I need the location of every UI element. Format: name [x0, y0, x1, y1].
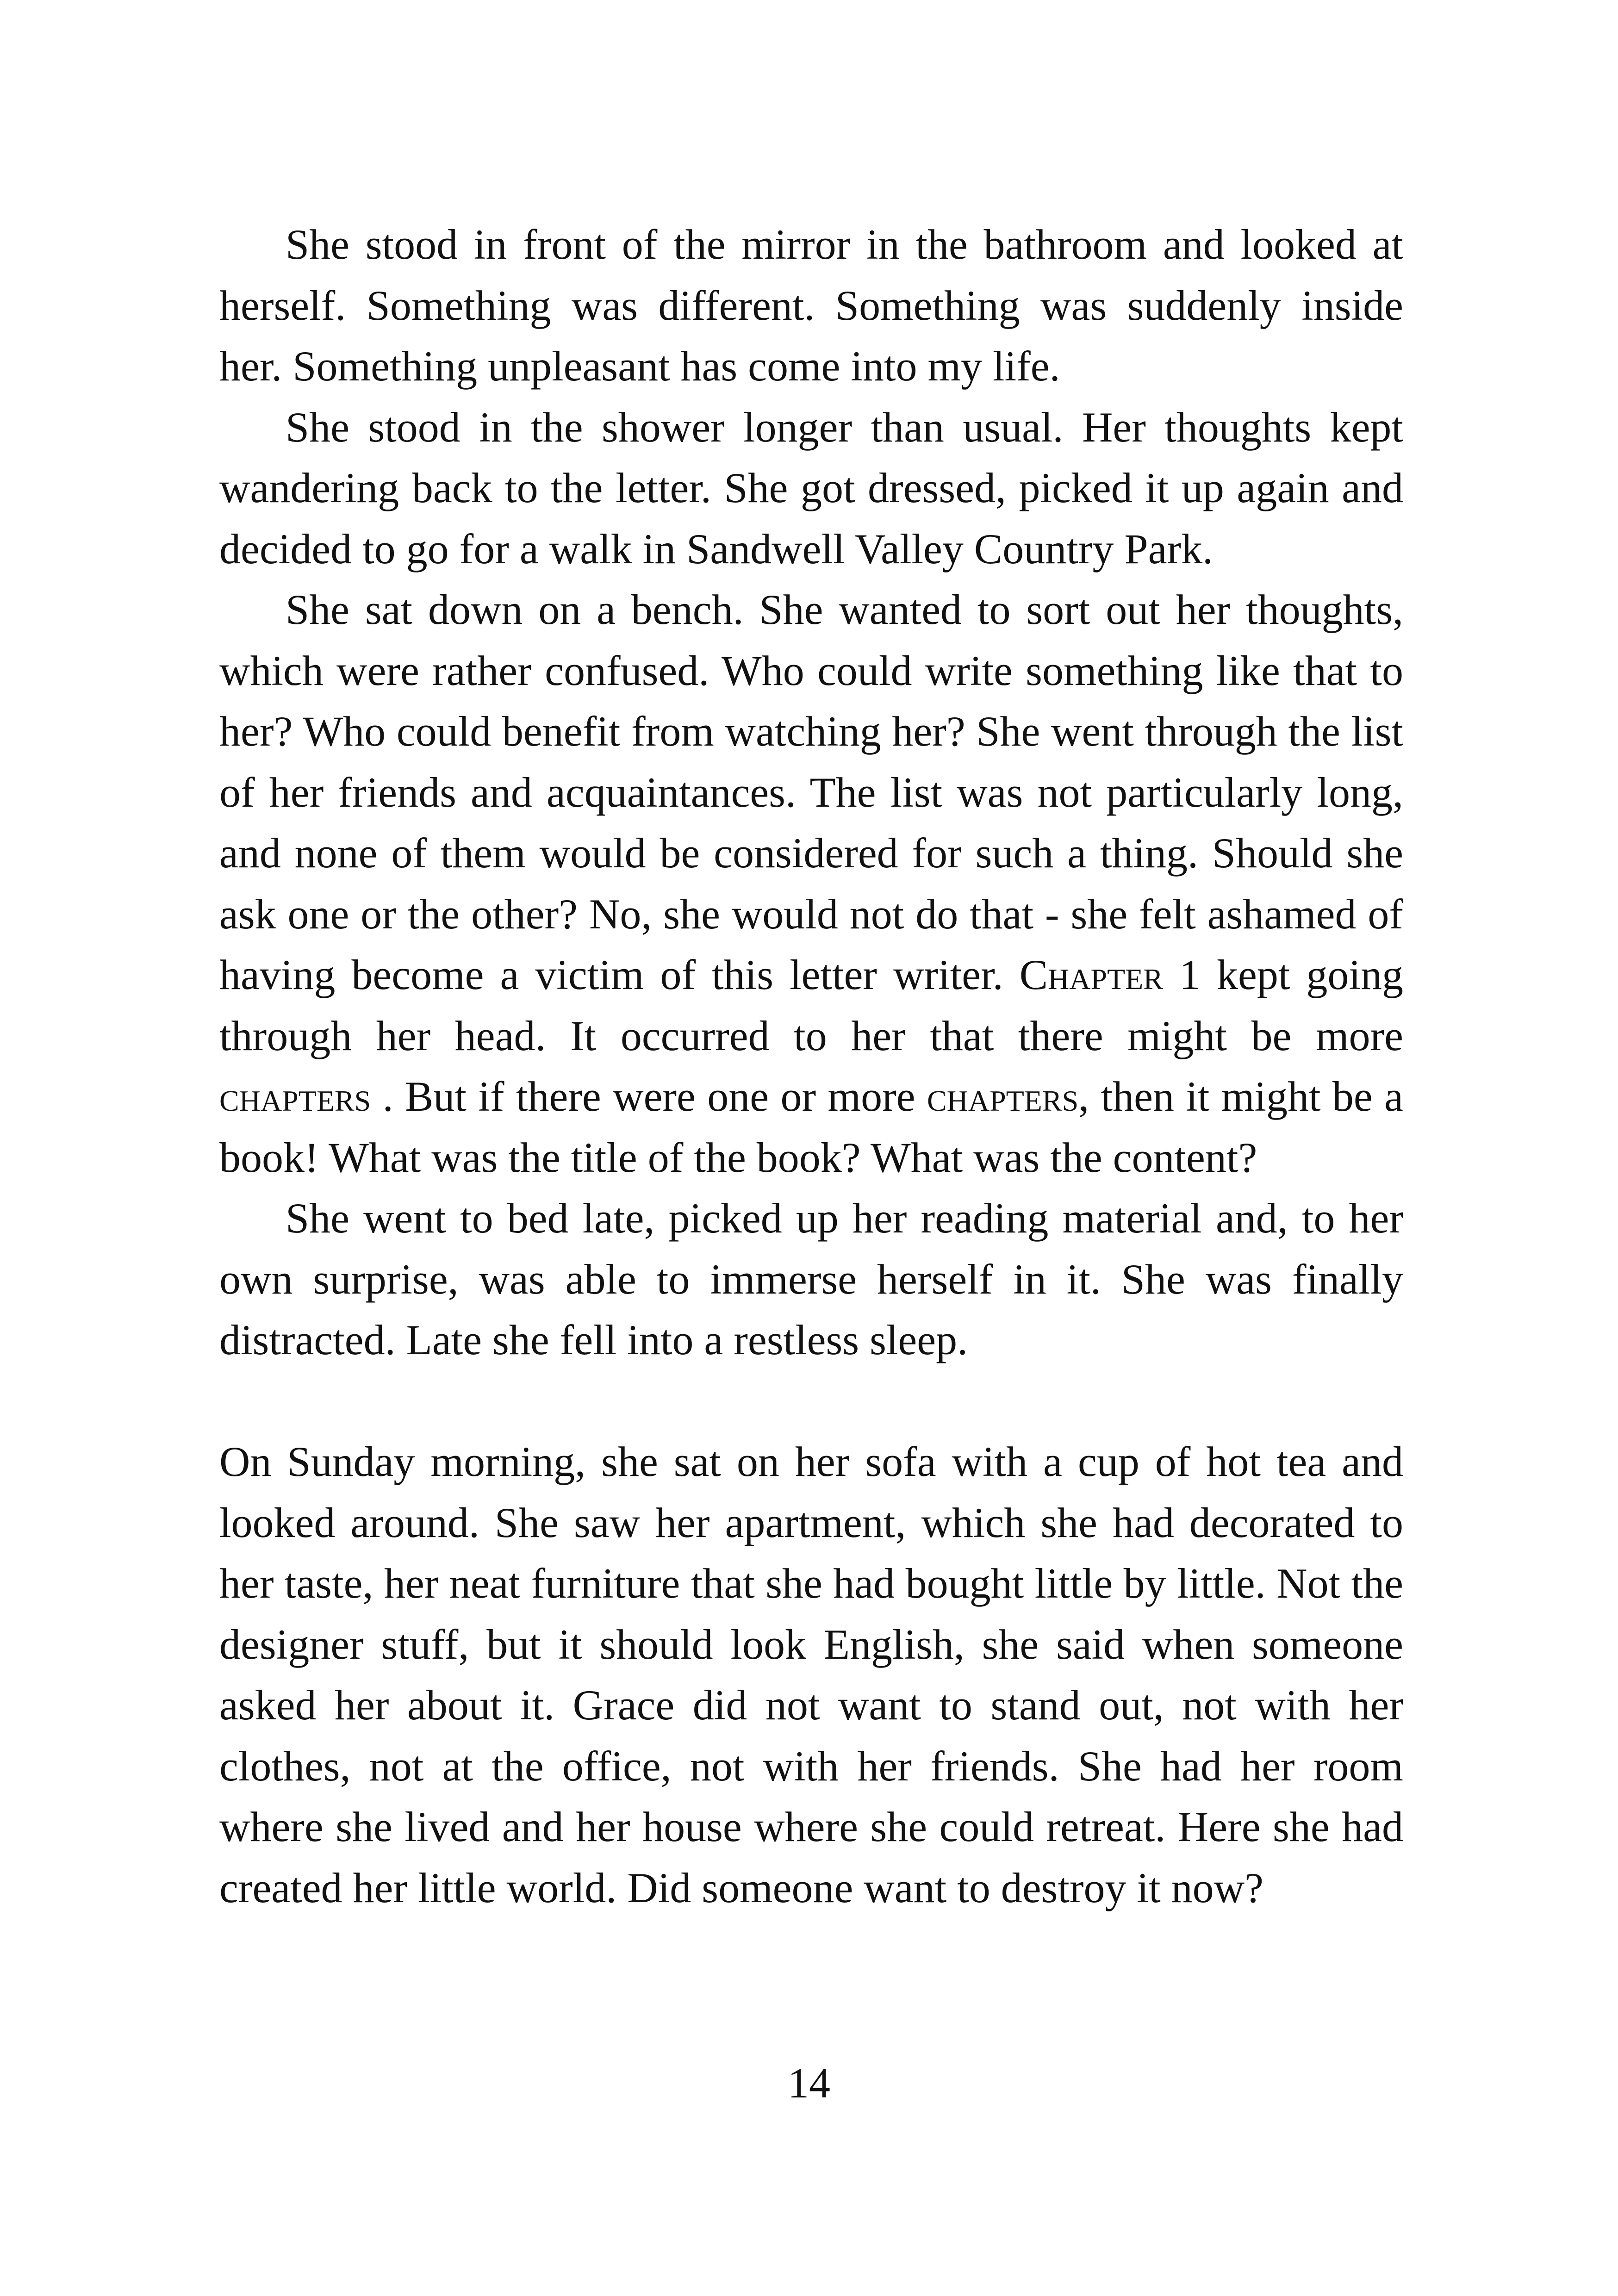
- paragraph: She stood in the shower longer than usual. Her thoughts kept wandering back to the letter. She got dressed, picked it up again and decided to go for a walk in Sandwell Valley Country Park.: [219, 403, 1403, 572]
- paragraph: She went to bed late, picked up her reading material and, to her own surprise, was able to immerse herself in it. She was finally distracted. Late she fell into a restless sleep.: [219, 1195, 1403, 1363]
- small-caps-chapter: Chapter: [1019, 951, 1163, 998]
- small-caps-chapters: chapters: [219, 1073, 371, 1120]
- text-run: , then it might be a book! What was the title of the book? What was the content?: [219, 1073, 1403, 1181]
- paragraph: She stood in front of the mirror in the bathroom and looked at herself. Something was different. Something was suddenly inside her. Something unpleasant has come into my life.: [219, 221, 1403, 390]
- text-run: She sat down on a bench. She wanted to sort out her thoughts, which were rather confused. Who could write something like that to her? Who could benefit from watching her? She went through the list of her friends and acquaintances. The list was not particularly long, and none of them would be considered for such a thing. Should she ask one or the other? No, she would not do that - she felt ashamed of having become a victim of this letter writer.: [219, 586, 1403, 998]
- text-run: . But if there were one or more: [371, 1073, 927, 1120]
- paragraph: On Sunday morning, she sat on her sofa with a cup of hot tea and looked around. She saw her apartment, which she had decorated to her taste, her neat furniture that she had bought little by little. Not the designer stuff, but it should look English, she said when someone asked her about it. Grace did not want to stand out, not with her clothes, not at the office, not with her friends. She had her room where she lived and her house where she could retreat. Here she had created her little world. Did someone want to destroy it now?: [219, 1438, 1403, 1911]
- text-run: 1 kept going through her head. It occurred to her that there might be more: [219, 951, 1403, 1059]
- body-text: [219, 214, 1403, 1918]
- scene-break: [219, 1371, 1403, 1432]
- paragraph: [219, 579, 1403, 1188]
- small-caps-chapters: chapters: [927, 1073, 1079, 1120]
- page-number: 14: [788, 2060, 830, 2107]
